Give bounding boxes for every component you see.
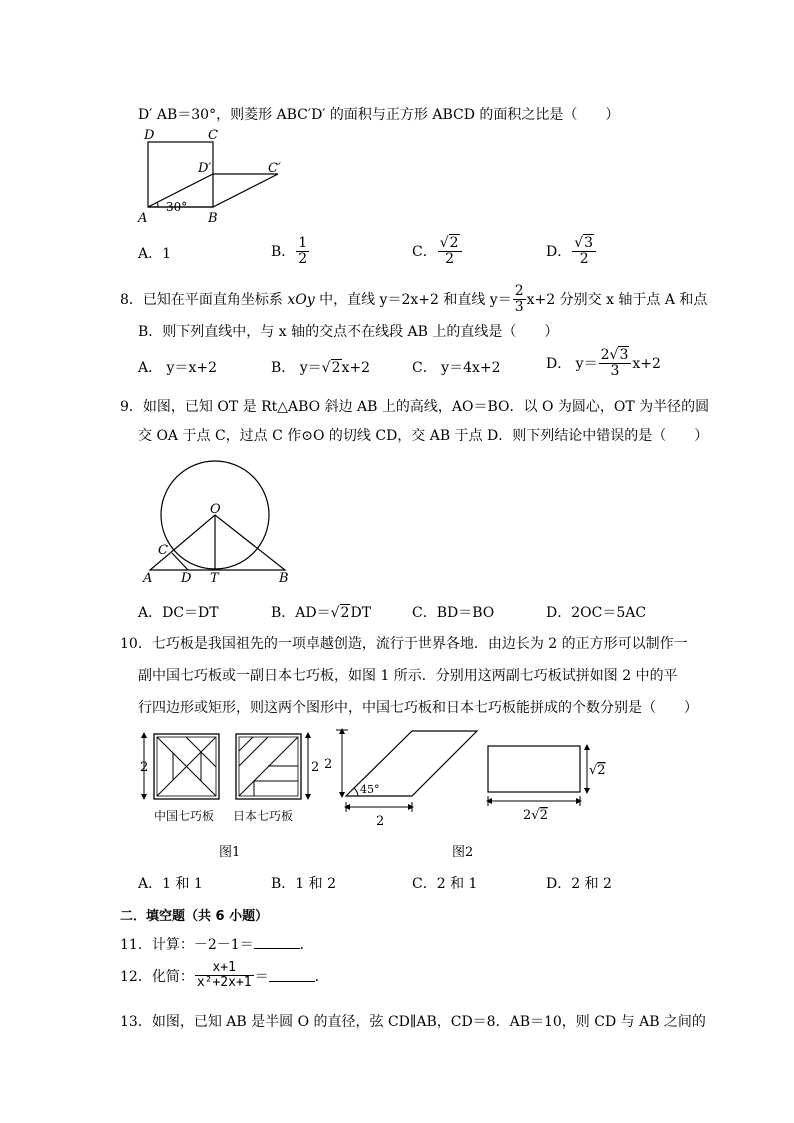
q9-figure — [138, 458, 298, 588]
q10-side1: 2 — [140, 760, 149, 775]
q7-figure — [136, 124, 306, 234]
q8-option-d[interactable]: D． y＝ $\frac{2√3}{3}$ x+2 — [546, 347, 661, 380]
q9-line2: 交 OA 于点 C，过点 C 作⊙O 的切线 CD，交 AB 于点 D．则下列结论中错误的是（ ） — [138, 428, 709, 444]
q9-option-b[interactable]: B．AD＝√2DT — [271, 605, 372, 621]
q11-answer-blank[interactable] — [254, 936, 300, 949]
q12-answer-blank[interactable] — [269, 969, 315, 982]
q7-option-a[interactable]: A．1 — [138, 246, 172, 262]
q9-option-c[interactable]: C．BD＝BO — [412, 605, 495, 621]
q7-label-A: A — [138, 211, 148, 226]
q7-label-B: B — [208, 211, 218, 226]
q7-option-d[interactable] — [546, 236, 597, 268]
q10-line3: 行四边形或矩形，则这两个图形中，中国七巧板和日本七巧板能拼成的个数分别是（ ） — [138, 700, 698, 716]
q7-option-b-fraction: $\frac{1}{2}$ — [298, 235, 308, 268]
q7-label-Cp: C′ — [268, 161, 281, 176]
q8-option-c[interactable]: C． y＝4x+2 — [412, 360, 501, 376]
q7-option-b[interactable] — [271, 236, 310, 268]
q7-angle-label: 30° — [166, 200, 188, 214]
q10-rect-h: √2 — [589, 763, 606, 778]
section-heading: 二．填空题（共 6 小题） — [120, 909, 269, 924]
q11: 11．计算：－2－1＝ ． — [120, 937, 314, 953]
q10-line2: 副中国七巧板或一副日本七巧板，如图 1 所示．分别用这两副七巧板试拼如图 2 中的平 — [138, 668, 678, 684]
q10-para-h: 2 — [324, 757, 333, 772]
q10-side2: 2 — [311, 760, 320, 775]
q10-fig1-label: 图1 — [219, 845, 241, 860]
q7-option-c[interactable] — [412, 236, 463, 268]
q12-fraction: $\frac{x+1}{\text{x²+2x+1}}$ — [196, 960, 252, 991]
q10-option-b[interactable]: B．1 和 2 — [271, 876, 337, 892]
q9-option-d[interactable]: D．2OC＝5AC — [546, 605, 647, 621]
parallelogram-figure — [324, 728, 477, 829]
q7-label-D: D — [144, 128, 155, 143]
tangram-japanese — [233, 732, 319, 823]
q12: 12．化简： $\frac{x+1}{\text{x²+2x+1}}$ ＝ ． — [120, 960, 329, 991]
q7-label-C: C — [208, 128, 218, 143]
q7-option-c-label: C． — [412, 243, 437, 260]
q10-option-d[interactable]: D．2 和 2 — [546, 876, 612, 892]
q10-angle: 45° — [360, 783, 380, 796]
q8-line1: 8．已知在平面直角坐标系 xOy 中，直线 y＝2x+2 和直线 y＝ $\frac{2}{3}$ x+2 分别交 x 轴于点 A 和点 — [120, 283, 708, 316]
q7-option-d-fraction: $\frac{√3}{2}$ — [572, 236, 596, 268]
tangram-chinese — [140, 732, 219, 823]
rectangle-figure — [486, 744, 606, 823]
q10-figure — [136, 726, 616, 866]
q7-option-c-fraction: $\frac{√2}{2}$ — [438, 236, 462, 268]
q10-rect-w: 2√2 — [523, 808, 548, 823]
q9-label-T: T — [210, 571, 219, 586]
q10-option-c[interactable]: C．2 和 1 — [412, 876, 478, 892]
q7-option-d-label: D． — [546, 243, 572, 260]
q8-option-b[interactable]: B． y＝√2x+2 — [271, 360, 371, 376]
q8-option-a[interactable]: A． y＝x+2 — [138, 360, 218, 376]
q9-label-O: O — [210, 502, 221, 517]
q13-line: 13．如图，已知 AB 是半圆 O 的直径，弦 CD∥AB，CD＝8．AB＝10，则 CD 与 AB 之间的 — [120, 1014, 706, 1030]
q9-label-A: A — [143, 571, 153, 586]
q10-line1: 10．七巧板是我国祖先的一项卓越创造，流行于世界各地．由边长为 2 的正方形可以制作一 — [120, 636, 688, 652]
q7-option-b-label: B． — [271, 243, 296, 260]
q10-option-a[interactable]: A．1 和 1 — [138, 876, 203, 892]
q7-line: D′ AB＝30°，则菱形 ABC′D′ 的面积与正方形 ABCD 的面积之比是（ ） — [138, 107, 620, 123]
q10-jp-label: 日本七巧板 — [233, 809, 294, 823]
q9-line1: 9．如图，已知 OT 是 Rt△ABO 斜边 AB 上的高线，AO＝BO．以 O 为圆心，OT 为半径的圆 — [120, 399, 710, 415]
q9-label-D: D — [181, 571, 192, 586]
q10-cn-label: 中国七巧板 — [154, 809, 215, 823]
q10-para-w: 2 — [376, 814, 385, 829]
q9-label-B: B — [279, 571, 289, 586]
q10-fig2-label: 图2 — [452, 845, 474, 860]
q8-line2: B．则下列直线中，与 x 轴的交点不在线段 AB 上的直线是（ ） — [138, 324, 559, 340]
q7-label-Dp: D′ — [198, 161, 212, 176]
q9-label-C: C — [158, 543, 168, 558]
q9-option-a[interactable]: A．DC＝DT — [138, 605, 219, 621]
